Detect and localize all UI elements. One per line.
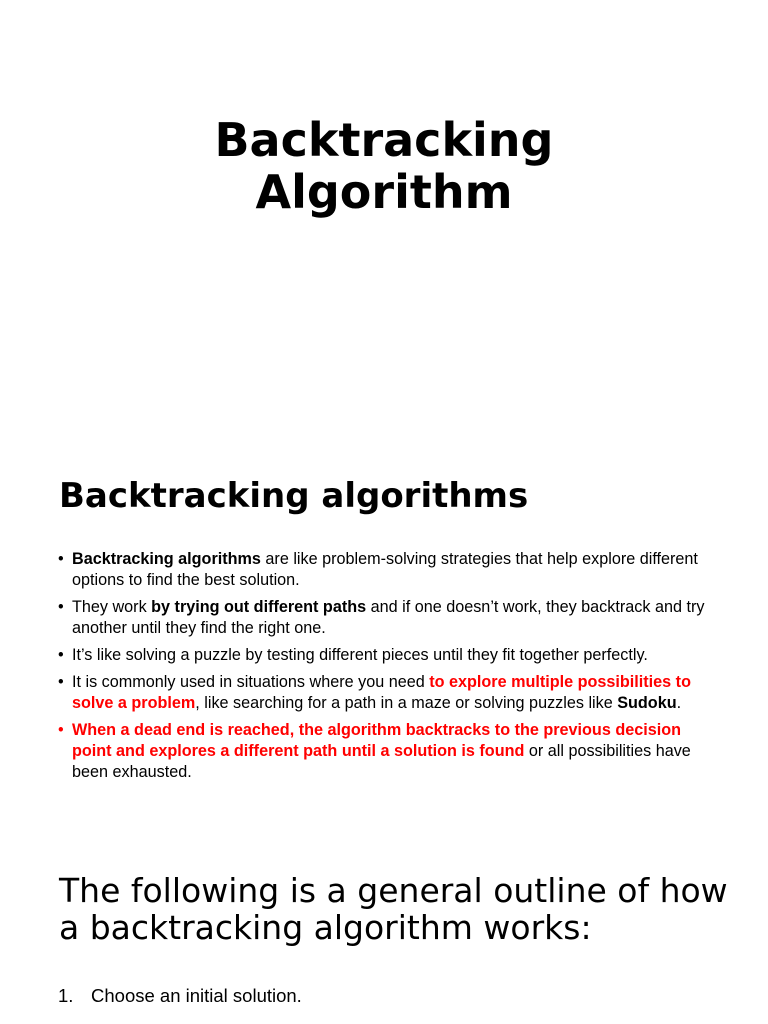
bullet-text: and if one doesn’t work, they backtrack and try another until they find the right one. (72, 598, 705, 637)
outline-step (58, 984, 738, 1007)
bullet-bold-text: Backtracking algorithms (72, 550, 261, 568)
slide-title-line-1: Backtracking (214, 113, 554, 167)
slide-title-line-2: Algorithm (255, 165, 513, 219)
bullet-text: They work (72, 598, 152, 616)
bullet-text: It is commonly used in situations where you need (72, 673, 430, 691)
bullet-bold-text: by trying out different paths (151, 598, 367, 616)
bullet-text: are like problem-solving strategies that help explore different options to find the best solution. (72, 550, 698, 589)
bullet-item (58, 549, 718, 591)
bullet-red-emphasis: to explore multiple possibilities to solve a problem (72, 673, 691, 712)
outline-heading: The following is a general outline of how a backtracking algorithm works: (59, 871, 728, 947)
bullet-item (58, 645, 718, 666)
bullet-item (58, 720, 718, 783)
bullet-marker: • (58, 721, 64, 739)
step-number: 1. (58, 985, 74, 1006)
bullet-marker: • (58, 673, 64, 691)
bullet-text: . (676, 694, 682, 712)
bullet-marker: • (58, 550, 64, 568)
step-text: Choose an initial solution. (91, 985, 302, 1006)
bullet-text: or all possibilities have been exhausted. (72, 742, 691, 781)
bullet-bold-text: Sudoku (617, 694, 677, 712)
section-heading: Backtracking algorithms (59, 476, 529, 516)
bullet-item (58, 672, 718, 714)
bullet-marker: • (58, 646, 64, 664)
bullet-red-emphasis: When a dead end is reached, the algorithm backtracks to the previous decision point and explores a different path until a solution is found (72, 721, 681, 760)
slide-title (0, 114, 768, 218)
bullet-list (58, 549, 718, 789)
bullet-text: , like searching for a path in a maze or solving puzzles like (195, 694, 618, 712)
outline-steps-list (58, 984, 738, 1010)
bullet-text: It’s like solving a puzzle by testing different pieces until they fit together perfectly. (72, 646, 648, 664)
bullet-item (58, 597, 718, 639)
bullet-marker: • (58, 598, 64, 616)
